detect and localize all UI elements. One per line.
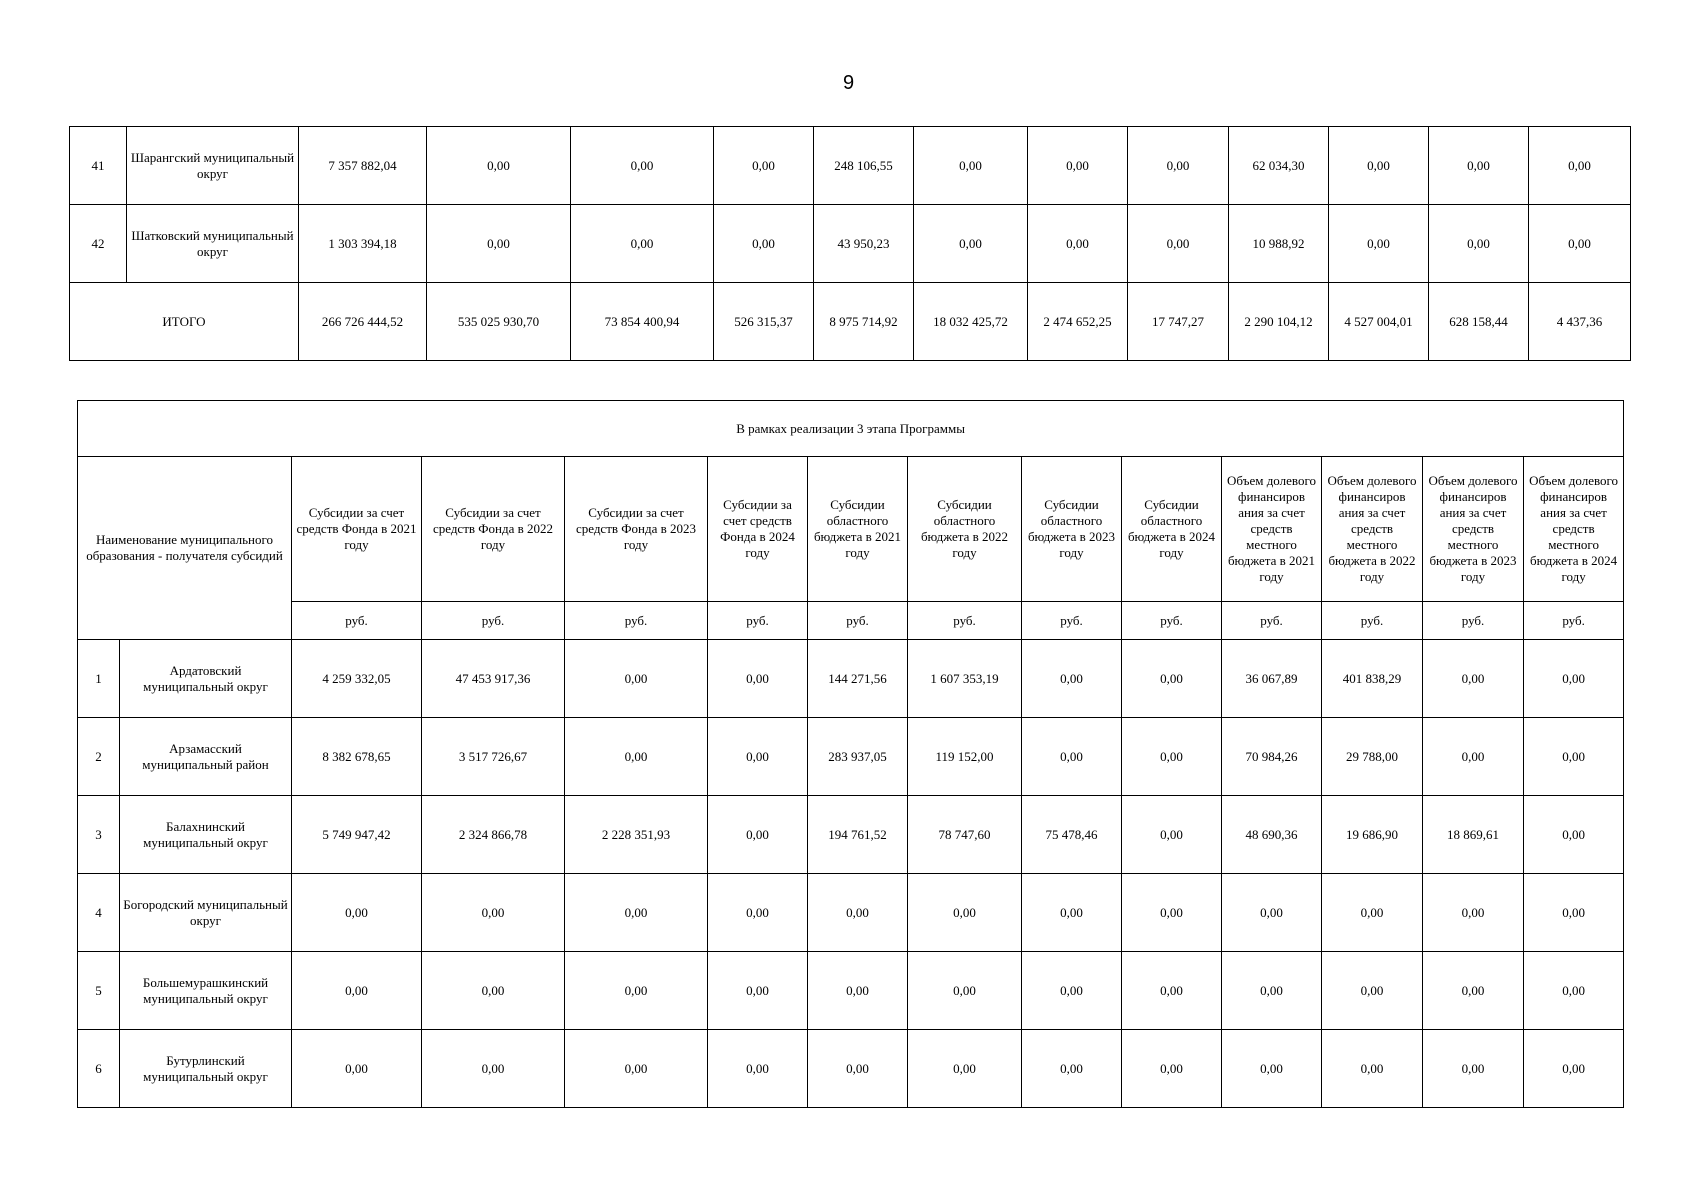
unit-cell: руб.: [1222, 602, 1322, 640]
value-cell: 0,00: [1022, 640, 1122, 718]
value-cell: 0,00: [1524, 1030, 1624, 1108]
value-cell: 19 686,90: [1322, 796, 1423, 874]
value-cell: 0,00: [1028, 127, 1128, 205]
municipality-name: Большемурашкинский муниципальный округ: [120, 952, 292, 1030]
table-row: [78, 874, 1624, 952]
value-cell: 0,00: [1423, 874, 1524, 952]
value-cell: 0,00: [1423, 1030, 1524, 1108]
value-cell: 0,00: [1524, 640, 1624, 718]
value-cell: 0,00: [565, 640, 708, 718]
value-cell: 10 988,92: [1229, 205, 1329, 283]
value-cell: 0,00: [292, 1030, 422, 1108]
unit-cell: руб.: [1022, 602, 1122, 640]
value-cell: 0,00: [292, 952, 422, 1030]
value-cell: 144 271,56: [808, 640, 908, 718]
total-value: 73 854 400,94: [571, 283, 714, 361]
value-cell: 0,00: [1222, 952, 1322, 1030]
value-cell: 0,00: [1022, 874, 1122, 952]
value-cell: 0,00: [1529, 205, 1631, 283]
value-cell: 283 937,05: [808, 718, 908, 796]
section-title: В рамках реализации 3 этапа Программы: [78, 401, 1624, 457]
value-cell: 75 478,46: [1022, 796, 1122, 874]
value-cell: 0,00: [914, 205, 1028, 283]
value-cell: 0,00: [571, 127, 714, 205]
value-cell: 0,00: [1122, 718, 1222, 796]
value-cell: 0,00: [1423, 640, 1524, 718]
total-value: 4 437,36: [1529, 283, 1631, 361]
value-cell: 4 259 332,05: [292, 640, 422, 718]
value-cell: 0,00: [422, 1030, 565, 1108]
total-value: 535 025 930,70: [427, 283, 571, 361]
value-cell: 0,00: [565, 952, 708, 1030]
value-cell: 0,00: [1128, 205, 1229, 283]
value-cell: 0,00: [565, 874, 708, 952]
unit-cell: руб.: [808, 602, 908, 640]
municipality-name: Арзамасский муниципальный район: [120, 718, 292, 796]
value-cell: 47 453 917,36: [422, 640, 565, 718]
value-cell: 0,00: [1524, 718, 1624, 796]
municipality-name: Ардатовский муниципальный округ: [120, 640, 292, 718]
value-cell: 0,00: [422, 874, 565, 952]
total-value: 266 726 444,52: [299, 283, 427, 361]
value-cell: 194 761,52: [808, 796, 908, 874]
value-cell: 0,00: [714, 205, 814, 283]
column-header: Субсидии областного бюджета в 2022 году: [908, 457, 1022, 602]
total-value: 628 158,44: [1429, 283, 1529, 361]
value-cell: 0,00: [914, 127, 1028, 205]
value-cell: 0,00: [808, 952, 908, 1030]
value-cell: 0,00: [1122, 1030, 1222, 1108]
value-cell: 18 869,61: [1423, 796, 1524, 874]
unit-cell: руб.: [565, 602, 708, 640]
unit-cell: руб.: [422, 602, 565, 640]
value-cell: 48 690,36: [1222, 796, 1322, 874]
value-cell: 0,00: [708, 1030, 808, 1108]
municipality-name: Бутурлинский муниципальный округ: [120, 1030, 292, 1108]
value-cell: 0,00: [1322, 1030, 1423, 1108]
row-number: 6: [78, 1030, 120, 1108]
value-cell: 29 788,00: [1322, 718, 1423, 796]
value-cell: 0,00: [1429, 127, 1529, 205]
value-cell: 0,00: [1524, 952, 1624, 1030]
value-cell: 0,00: [1222, 874, 1322, 952]
value-cell: 0,00: [427, 205, 571, 283]
bottom-table: [77, 400, 1624, 1108]
column-header: Субсидии областного бюджета в 2024 году: [1122, 457, 1222, 602]
municipality-name: Шарангский муниципальный округ: [127, 127, 299, 205]
total-value: 17 747,27: [1128, 283, 1229, 361]
units-row: [78, 602, 1624, 640]
column-header: Субсидии за счет средств Фонда в 2022 году: [422, 457, 565, 602]
table-row: [78, 1030, 1624, 1108]
value-cell: 0,00: [908, 1030, 1022, 1108]
total-value: 4 527 004,01: [1329, 283, 1429, 361]
value-cell: 0,00: [1524, 874, 1624, 952]
value-cell: 0,00: [1524, 796, 1624, 874]
value-cell: 401 838,29: [1322, 640, 1423, 718]
value-cell: 0,00: [292, 874, 422, 952]
value-cell: 0,00: [1028, 205, 1128, 283]
total-value: 18 032 425,72: [914, 283, 1028, 361]
value-cell: 36 067,89: [1222, 640, 1322, 718]
header-row: [78, 457, 1624, 602]
value-cell: 0,00: [708, 718, 808, 796]
value-cell: 0,00: [708, 874, 808, 952]
row-number: 41: [70, 127, 127, 205]
total-value: 8 975 714,92: [814, 283, 914, 361]
value-cell: 0,00: [571, 205, 714, 283]
table-row: [70, 205, 1631, 283]
value-cell: 0,00: [908, 952, 1022, 1030]
top-table: [69, 126, 1631, 361]
page-number: 9: [842, 72, 855, 94]
total-value: 2 290 104,12: [1229, 283, 1329, 361]
row-number: 2: [78, 718, 120, 796]
municipality-name: Шатковский муниципальный округ: [127, 205, 299, 283]
table-row: [70, 127, 1631, 205]
unit-cell: руб.: [1423, 602, 1524, 640]
value-cell: 0,00: [1329, 205, 1429, 283]
table-row: [78, 796, 1624, 874]
row-number: 5: [78, 952, 120, 1030]
column-header: Объем долевого финансиров ания за счет средств местного бюджета в 2021 году: [1222, 457, 1322, 602]
column-header: Субсидии за счет средств Фонда в 2024 году: [708, 457, 808, 602]
value-cell: 0,00: [1122, 640, 1222, 718]
unit-cell: руб.: [292, 602, 422, 640]
name-column-header: Наименование муниципального образования - получателя субсидий: [78, 457, 292, 640]
column-header: Субсидии областного бюджета в 2021 году: [808, 457, 908, 602]
municipality-name: Богородский муниципальный округ: [120, 874, 292, 952]
value-cell: 0,00: [565, 1030, 708, 1108]
row-number: 42: [70, 205, 127, 283]
unit-cell: руб.: [1524, 602, 1624, 640]
value-cell: 0,00: [1423, 952, 1524, 1030]
value-cell: 0,00: [808, 874, 908, 952]
value-cell: 248 106,55: [814, 127, 914, 205]
value-cell: 0,00: [1423, 718, 1524, 796]
row-number: 1: [78, 640, 120, 718]
table-row: [78, 640, 1624, 718]
unit-cell: руб.: [1322, 602, 1423, 640]
value-cell: 0,00: [1122, 874, 1222, 952]
row-number: 3: [78, 796, 120, 874]
value-cell: 0,00: [1329, 127, 1429, 205]
column-header: Объем долевого финансиров ания за счет средств местного бюджета в 2023 году: [1423, 457, 1524, 602]
value-cell: 2 228 351,93: [565, 796, 708, 874]
total-label: ИТОГО: [70, 283, 299, 361]
column-header: Субсидии за счет средств Фонда в 2023 году: [565, 457, 708, 602]
value-cell: 0,00: [1322, 952, 1423, 1030]
value-cell: 0,00: [1322, 874, 1423, 952]
value-cell: 0,00: [908, 874, 1022, 952]
unit-cell: руб.: [708, 602, 808, 640]
value-cell: 0,00: [427, 127, 571, 205]
value-cell: 5 749 947,42: [292, 796, 422, 874]
value-cell: 0,00: [808, 1030, 908, 1108]
value-cell: 3 517 726,67: [422, 718, 565, 796]
value-cell: 78 747,60: [908, 796, 1022, 874]
value-cell: 0,00: [1022, 718, 1122, 796]
column-header: Объем долевого финансиров ания за счет средств местного бюджета в 2024 году: [1524, 457, 1624, 602]
value-cell: 0,00: [708, 952, 808, 1030]
total-row: [70, 283, 1631, 361]
value-cell: 0,00: [422, 952, 565, 1030]
value-cell: 0,00: [565, 718, 708, 796]
value-cell: 0,00: [1122, 796, 1222, 874]
value-cell: 0,00: [714, 127, 814, 205]
value-cell: 62 034,30: [1229, 127, 1329, 205]
value-cell: 0,00: [1022, 952, 1122, 1030]
column-header: Объем долевого финансиров ания за счет средств местного бюджета в 2022 году: [1322, 457, 1423, 602]
value-cell: 0,00: [1022, 1030, 1122, 1108]
value-cell: 70 984,26: [1222, 718, 1322, 796]
value-cell: 43 950,23: [814, 205, 914, 283]
unit-cell: руб.: [908, 602, 1022, 640]
total-value: 526 315,37: [714, 283, 814, 361]
value-cell: 1 303 394,18: [299, 205, 427, 283]
municipality-name: Балахнинский муниципальный округ: [120, 796, 292, 874]
value-cell: 0,00: [708, 796, 808, 874]
value-cell: 0,00: [1429, 205, 1529, 283]
value-cell: 119 152,00: [908, 718, 1022, 796]
value-cell: 2 324 866,78: [422, 796, 565, 874]
table-row: [78, 718, 1624, 796]
column-header: Субсидии за счет средств Фонда в 2021 году: [292, 457, 422, 602]
table-row: [78, 952, 1624, 1030]
value-cell: 7 357 882,04: [299, 127, 427, 205]
value-cell: 0,00: [1128, 127, 1229, 205]
value-cell: 8 382 678,65: [292, 718, 422, 796]
value-cell: 0,00: [1222, 1030, 1322, 1108]
unit-cell: руб.: [1122, 602, 1222, 640]
value-cell: 0,00: [1122, 952, 1222, 1030]
column-header: Субсидии областного бюджета в 2023 году: [1022, 457, 1122, 602]
total-value: 2 474 652,25: [1028, 283, 1128, 361]
value-cell: 0,00: [1529, 127, 1631, 205]
row-number: 4: [78, 874, 120, 952]
value-cell: 1 607 353,19: [908, 640, 1022, 718]
value-cell: 0,00: [708, 640, 808, 718]
